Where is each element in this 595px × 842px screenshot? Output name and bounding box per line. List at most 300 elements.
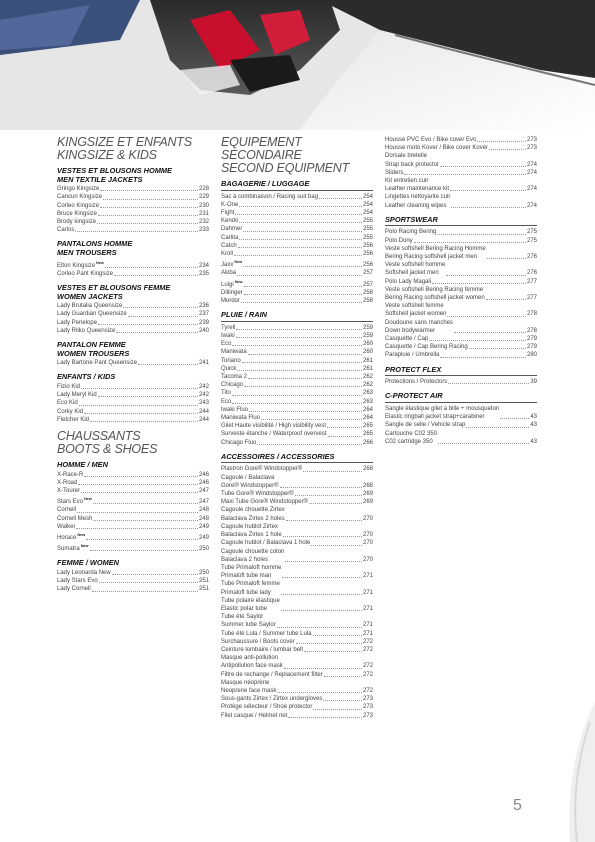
leader-dots <box>112 574 198 575</box>
toc-entry[interactable] <box>385 152 537 168</box>
toc-entry[interactable] <box>385 237 537 245</box>
toc-entry[interactable] <box>385 177 537 193</box>
entry-page-number: 256 <box>362 242 373 249</box>
subsection-heading <box>221 180 373 191</box>
entry-name <box>385 319 453 335</box>
leader-dots <box>235 214 362 215</box>
leader-dots <box>76 528 198 529</box>
entry-name-line: Maniwata <box>221 349 247 356</box>
leader-dots <box>90 550 198 551</box>
section-heading-line: CHAUSSANTS <box>57 429 141 443</box>
leader-dots <box>105 267 198 268</box>
toc-entry[interactable] <box>221 201 373 209</box>
toc-entry[interactable] <box>385 136 537 144</box>
entry-name-line: Sangle élastique gilet à bille + mousqueton <box>385 406 500 413</box>
leader-dots <box>238 247 362 248</box>
entry-name-line: X-Road <box>57 479 78 486</box>
entry-page-number: 43 <box>530 438 537 445</box>
toc-entry[interactable] <box>221 234 373 242</box>
entry-name-line: Summer tube Saylor <box>221 622 276 629</box>
subsection-heading-line: PANTALON FEMME <box>57 340 126 349</box>
entry-name-line: Elton Kingsize <box>57 262 96 269</box>
entry-page-number: 261 <box>362 357 373 364</box>
toc-entry[interactable] <box>221 209 373 217</box>
toc-entry[interactable] <box>57 218 209 226</box>
section-heading-line: KINGSIZE & KIDS <box>57 148 157 162</box>
leader-dots <box>469 348 526 349</box>
leader-dots <box>114 275 198 276</box>
toc-entry[interactable] <box>57 226 209 234</box>
leader-dots <box>243 231 362 232</box>
toc-entry[interactable] <box>385 421 537 429</box>
toc-entry[interactable] <box>221 613 373 629</box>
entry-page-number: 266 <box>362 439 373 446</box>
entry-name <box>221 269 236 277</box>
leader-dots <box>440 357 526 358</box>
entry-page-number: 43 <box>530 414 537 421</box>
entry-page-number: 265 <box>362 423 373 430</box>
leader-dots <box>100 190 198 191</box>
entry-name <box>57 259 104 270</box>
toc-entry[interactable] <box>57 327 209 335</box>
entry-page-number: 262 <box>362 382 373 389</box>
toc-entry[interactable] <box>221 439 373 447</box>
entry-name-line: Cancun Kingsize <box>57 194 103 201</box>
entry-name-line: Neoprene face mask <box>221 687 277 694</box>
leader-dots <box>304 651 362 652</box>
entry-name <box>57 506 76 514</box>
toc-entry[interactable] <box>221 348 373 356</box>
new-badge: New <box>77 533 86 538</box>
entry-name-line: Leather maintenance kit <box>385 186 450 193</box>
entry-page-number: 271 <box>362 622 373 629</box>
toc-entry[interactable] <box>221 465 373 473</box>
toc-entry[interactable] <box>221 389 373 397</box>
leader-dots <box>296 643 362 644</box>
entry-page-number: 275 <box>526 229 537 236</box>
subsection-heading-line: PANTALONS HOMME <box>57 239 133 249</box>
toc-entry[interactable] <box>57 383 209 391</box>
entry-name <box>221 646 303 654</box>
toc-entry[interactable] <box>221 242 373 250</box>
leader-dots <box>450 190 526 191</box>
entry-name-line: Gore® Windstopper® <box>221 482 279 489</box>
toc-entry[interactable] <box>385 144 537 152</box>
entry-name-line: Chicago <box>221 382 244 389</box>
entry-name-line: Softshell jacket men <box>385 270 439 277</box>
toc-entry[interactable] <box>221 414 373 422</box>
toc-entry[interactable] <box>221 278 373 289</box>
leader-dots <box>78 484 198 485</box>
section-heading <box>57 136 209 162</box>
entry-page-number: 256 <box>362 251 373 258</box>
leader-dots <box>232 403 362 404</box>
leader-dots <box>249 411 362 412</box>
entry-name <box>385 237 413 245</box>
entry-name-line: Lady Meryl Kid <box>57 392 97 399</box>
entry-name-line: Stars Evo <box>57 499 84 506</box>
entry-name <box>57 487 80 495</box>
toc-entry[interactable] <box>385 193 537 209</box>
leader-dots <box>98 396 198 397</box>
entry-name-line: Lady Leonarda New <box>57 570 111 577</box>
toc-entry[interactable] <box>221 523 373 539</box>
leader-dots <box>81 388 198 389</box>
entry-page-number: 257 <box>362 281 373 288</box>
entry-name-line: Iwaki <box>221 333 235 340</box>
toc-entry[interactable] <box>221 357 373 365</box>
entry-name <box>385 152 439 168</box>
toc-entry[interactable] <box>57 542 209 553</box>
leader-dots <box>244 294 362 295</box>
entry-page-number: 257 <box>362 270 373 277</box>
entry-name-line: Fizio Kid <box>57 383 81 390</box>
toc-entry[interactable] <box>221 381 373 389</box>
entry-page-number: 255 <box>362 218 373 225</box>
leader-dots <box>239 222 362 223</box>
toc-entry[interactable] <box>221 297 373 305</box>
entry-name-line: Surchaussure / Boots cover <box>221 638 295 645</box>
entry-name <box>221 439 256 447</box>
entry-name-line: Elastic ringball jacket strap+carabiner <box>385 414 485 421</box>
toc-entry[interactable] <box>57 202 209 210</box>
toc-entry[interactable] <box>385 245 537 261</box>
hero-banner <box>0 0 595 130</box>
entry-page-number: 268 <box>362 466 373 473</box>
entry-name <box>385 278 431 286</box>
toc-entry[interactable] <box>57 302 209 310</box>
entry-page-number: 242 <box>198 383 209 390</box>
entry-name-line: Horace <box>57 535 77 542</box>
entry-page-number: 272 <box>362 646 373 653</box>
leader-dots <box>93 503 198 504</box>
entry-name-line: Parapluie / Umbrella <box>385 352 440 359</box>
toc-entry[interactable] <box>221 193 373 201</box>
leader-dots <box>309 503 362 504</box>
entry-page-number: 233 <box>198 227 209 234</box>
toc-entry[interactable] <box>57 577 209 585</box>
entry-name-line: Ceinture lombaire / lumbar belt <box>221 646 304 653</box>
entry-name <box>221 193 318 201</box>
entry-page-number: 271 <box>362 589 373 596</box>
toc-entry[interactable] <box>221 225 373 233</box>
entry-name-line: Kendo <box>221 218 239 225</box>
toc-entry[interactable] <box>57 193 209 201</box>
toc-entry[interactable] <box>221 340 373 348</box>
entry-name-line: Strap back protector <box>385 161 440 168</box>
toc-entry[interactable] <box>221 638 373 646</box>
toc-entry[interactable] <box>385 405 537 421</box>
subsection-heading <box>57 167 209 184</box>
entry-name <box>221 430 327 438</box>
entry-page-number: 274 <box>526 161 537 168</box>
entry-page-number: 271 <box>362 573 373 580</box>
entry-name-line: Lady Brutalia Queensize <box>57 303 123 310</box>
toc-entry[interactable] <box>57 310 209 318</box>
toc-entry[interactable] <box>385 302 537 318</box>
toc-entry[interactable] <box>221 406 373 414</box>
entry-name-line: Sangle de selle / Vehicle strap <box>385 422 466 429</box>
toc-entry[interactable] <box>221 703 373 711</box>
toc-entry[interactable] <box>221 474 373 490</box>
column-left <box>57 136 209 594</box>
toc-entry[interactable] <box>385 286 537 302</box>
toc-entry[interactable] <box>385 378 537 386</box>
entry-name-line: Lady Cornell <box>57 586 91 593</box>
toc-entry[interactable] <box>221 580 373 596</box>
subsection-heading-line: VESTES ET BLOUSONS FEMME <box>57 283 171 292</box>
leader-dots <box>280 487 362 488</box>
entry-name <box>385 378 447 386</box>
toc-entry[interactable] <box>221 498 373 506</box>
leader-dots <box>440 166 526 167</box>
entry-page-number: 263 <box>362 398 373 405</box>
entry-name <box>57 210 97 218</box>
toc-entry[interactable] <box>221 332 373 340</box>
leader-dots <box>284 668 362 669</box>
entry-name <box>221 703 312 711</box>
toc-entry[interactable] <box>57 569 209 577</box>
leader-dots <box>236 329 362 330</box>
entry-name <box>221 422 326 430</box>
toc-entry[interactable] <box>57 270 209 278</box>
entry-name-line: X-Tourer <box>57 488 81 494</box>
entry-page-number: 274 <box>526 202 537 209</box>
toc-entry[interactable] <box>221 548 373 564</box>
toc-entry[interactable] <box>221 422 373 430</box>
entry-page-number: 258 <box>362 289 373 296</box>
entry-name-line: Masque néoprène <box>221 679 270 686</box>
entry-page-number: 271 <box>362 630 373 637</box>
leader-dots <box>257 444 362 445</box>
entry-name <box>57 383 80 391</box>
entry-name-line: Leather cleaning wipes <box>385 202 447 209</box>
entry-name-line: Cornell <box>57 507 77 514</box>
toc-entry[interactable] <box>385 430 537 446</box>
subsection-heading <box>57 373 209 382</box>
entry-name-line: Maniwata Fluo <box>221 415 261 422</box>
entry-name <box>221 340 231 348</box>
toc-entry[interactable] <box>221 398 373 406</box>
toc-entry[interactable] <box>57 531 209 542</box>
entry-name-line: Quick <box>221 365 237 372</box>
leader-dots <box>285 561 362 562</box>
entry-name-line: Corleo Kingsize <box>57 202 100 209</box>
toc-entry[interactable] <box>385 261 537 277</box>
leader-dots <box>234 255 362 256</box>
toc-entry[interactable] <box>221 654 373 670</box>
toc-entry[interactable] <box>57 399 209 407</box>
toc-entry[interactable] <box>57 479 209 487</box>
entry-name-line: Cagoule chouette coton <box>221 548 285 555</box>
entry-name-line: Tube Primaloft femme <box>221 581 280 588</box>
leader-dots <box>86 539 198 540</box>
entry-name-line: Carlita <box>221 234 239 241</box>
entry-name <box>385 245 486 261</box>
subsection-heading-line: BAGAGERIE / LUGGAGE <box>221 179 310 188</box>
toc-entry[interactable] <box>385 169 537 177</box>
leader-dots <box>324 676 362 677</box>
toc-entry[interactable] <box>385 335 537 343</box>
toc-entry[interactable] <box>57 408 209 416</box>
entry-page-number: 244 <box>198 408 209 415</box>
section-heading-line: BOOTS & SHOES <box>57 442 158 456</box>
leader-dots <box>261 419 362 420</box>
toc-entry[interactable] <box>221 258 373 269</box>
entry-name-line: Housse PVC Evo / Bike cover Evo <box>385 137 477 143</box>
new-badge: New <box>234 279 243 284</box>
entry-page-number: 243 <box>198 400 209 407</box>
toc-entry[interactable] <box>57 471 209 479</box>
entry-page-number: 247 <box>198 499 209 506</box>
entry-name <box>221 225 242 233</box>
leader-dots <box>239 239 362 240</box>
leader-dots <box>313 709 362 710</box>
toc-entry[interactable] <box>221 646 373 654</box>
toc-entry[interactable] <box>221 269 373 277</box>
toc-entry[interactable] <box>221 490 373 498</box>
entry-page-number: 274 <box>526 169 537 176</box>
toc-entry[interactable] <box>57 523 209 531</box>
entry-name <box>385 351 439 359</box>
leader-dots <box>429 340 526 341</box>
entry-name-line: Cagoule chouette Zirtex <box>221 507 285 514</box>
toc-entry[interactable] <box>57 585 209 593</box>
toc-entry[interactable] <box>57 210 209 218</box>
entry-name-line: Jaxx <box>221 262 234 269</box>
entry-name-line: Eco <box>221 341 232 348</box>
column-right <box>385 136 537 446</box>
toc-entry[interactable] <box>221 539 373 547</box>
subsection-heading <box>57 240 209 257</box>
toc-entry[interactable] <box>221 712 373 720</box>
entry-name-line: Corky Kid <box>57 408 84 415</box>
toc-entry[interactable] <box>385 228 537 236</box>
entry-page-number: 273 <box>526 137 537 143</box>
toc-entry[interactable] <box>385 343 537 351</box>
entry-page-number: 260 <box>362 349 373 356</box>
leader-dots <box>243 266 362 267</box>
entry-page-number: 262 <box>362 374 373 381</box>
entry-page-number: 235 <box>198 270 209 277</box>
toc-entry[interactable] <box>221 597 373 613</box>
toc-entry[interactable] <box>221 695 373 703</box>
toc-entry[interactable] <box>57 319 209 327</box>
entry-page-number: 254 <box>362 201 373 208</box>
entry-name <box>221 490 294 498</box>
toc-entry[interactable] <box>221 250 373 258</box>
entry-name-line: Sliders <box>385 169 404 176</box>
subsection-heading-line: MEN TROUSERS <box>57 248 117 257</box>
toc-entry[interactable] <box>221 365 373 373</box>
subsection-heading <box>221 453 373 464</box>
toc-entry[interactable] <box>57 391 209 399</box>
toc-entry[interactable] <box>57 506 209 514</box>
entry-page-number: 273 <box>362 704 373 711</box>
entry-page-number: 246 <box>198 479 209 486</box>
entry-page-number: 256 <box>362 262 373 269</box>
entry-page-number: 249 <box>198 523 209 530</box>
entry-name <box>221 398 231 406</box>
entry-page-number: 268 <box>362 482 373 489</box>
toc-entry[interactable] <box>57 259 209 270</box>
entry-name-line: Lady Stars Evo <box>57 578 98 585</box>
leader-dots <box>451 207 526 208</box>
entry-name-line: Lady Rilko Queensize <box>57 327 116 334</box>
toc-entry[interactable] <box>385 278 537 286</box>
entry-name <box>57 202 99 210</box>
entry-name-line: Kit entretien cuir <box>385 178 429 185</box>
entry-name-line: Tube été Lula / Summer tube Lula <box>221 630 312 637</box>
toc-entry[interactable] <box>221 430 373 438</box>
toc-entry[interactable] <box>221 671 373 679</box>
toc-entry[interactable] <box>57 487 209 495</box>
entry-page-number: 265 <box>362 431 373 438</box>
entry-page-number: 244 <box>198 416 209 423</box>
entry-name-line: Mordor <box>221 298 241 305</box>
toc-entry[interactable] <box>385 351 537 359</box>
toc-entry[interactable] <box>221 217 373 225</box>
subsection-heading-line: MEN TEXTILE JACKETS <box>57 174 143 184</box>
leader-dots <box>448 383 529 384</box>
entry-name <box>57 408 83 416</box>
toc-entry[interactable] <box>221 506 373 522</box>
entry-name <box>221 597 280 613</box>
entry-name <box>221 712 287 720</box>
new-badge: New <box>96 260 104 265</box>
toc-entry[interactable] <box>57 185 209 193</box>
toc-entry[interactable] <box>57 359 209 367</box>
entry-name <box>221 630 312 638</box>
entry-name <box>221 613 276 629</box>
entry-name-line: Housse moto Kover / Bike cover Kover <box>385 145 489 152</box>
leader-dots <box>323 700 362 701</box>
new-badge: New <box>84 497 92 502</box>
entry-name-line: Balaclava 2 holes <box>221 556 269 563</box>
entry-name <box>385 261 445 277</box>
entry-name-line: Casquette / Cap <box>385 336 429 343</box>
leader-dots <box>244 286 362 287</box>
subsection-heading-line: WOMEN JACKETS <box>57 291 123 301</box>
entry-page-number: 232 <box>198 219 209 225</box>
entry-page-number: 278 <box>526 311 537 318</box>
entry-page-number: 272 <box>362 663 373 670</box>
entry-name <box>57 585 91 593</box>
toc-entry[interactable] <box>221 679 373 695</box>
toc-entry[interactable] <box>221 289 373 297</box>
toc-entry[interactable] <box>57 416 209 424</box>
entry-name <box>221 217 238 225</box>
toc-entry[interactable] <box>221 373 373 381</box>
entry-page-number: 260 <box>362 341 373 348</box>
toc-entry[interactable] <box>221 324 373 332</box>
entry-name <box>221 539 310 547</box>
entry-name <box>385 302 446 318</box>
leader-dots <box>438 443 529 444</box>
entry-name <box>221 289 243 297</box>
toc-entry[interactable] <box>57 515 209 523</box>
toc-entry[interactable] <box>57 495 209 506</box>
toc-entry[interactable] <box>385 319 537 335</box>
entry-page-number: 239 <box>198 319 209 326</box>
entry-name <box>57 302 122 310</box>
entry-name <box>221 638 295 646</box>
toc-entry[interactable] <box>221 630 373 638</box>
entry-page-number: 43 <box>530 422 537 429</box>
toc-entry[interactable] <box>221 564 373 580</box>
subsection-heading <box>57 284 209 301</box>
subsection-heading <box>385 366 537 377</box>
